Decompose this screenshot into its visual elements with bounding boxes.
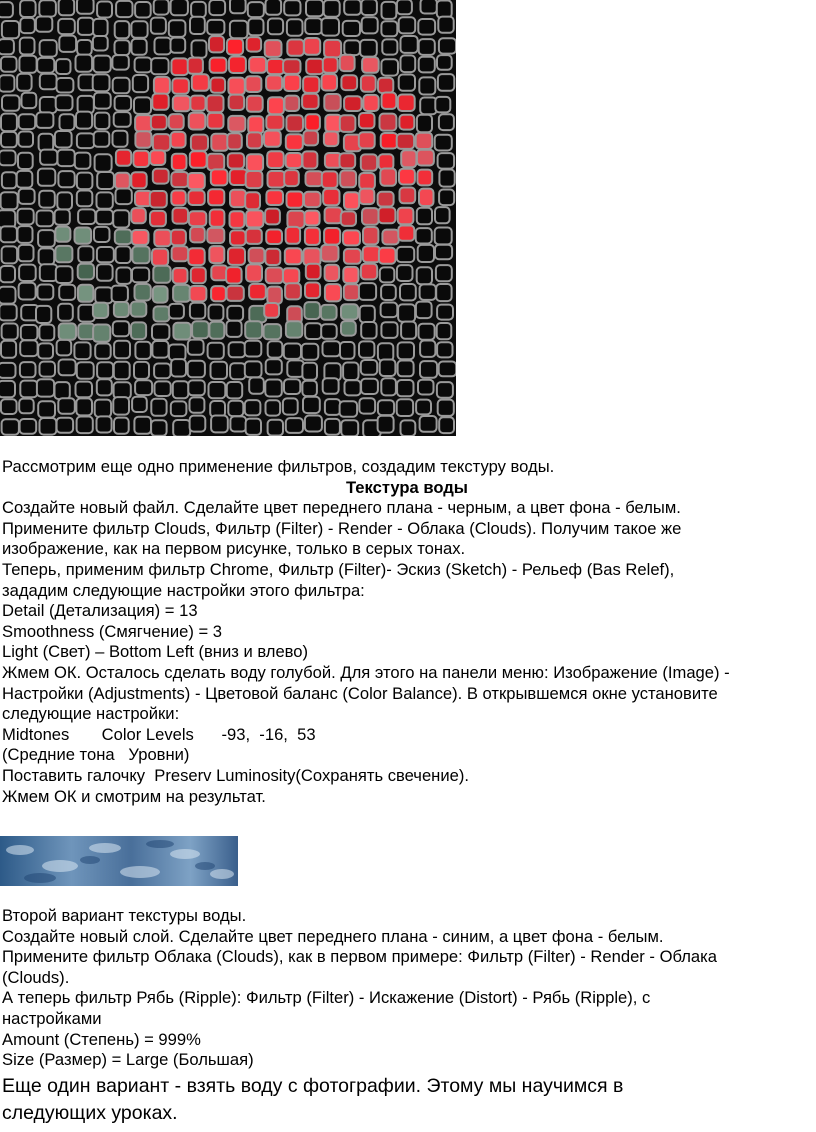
intro-paragraph	[2, 457, 812, 807]
body-line: зададим следующие настройки этого фильтра:	[2, 580, 365, 600]
body-line: (Clouds).	[2, 967, 70, 987]
water-texture-image	[0, 836, 238, 886]
body-line: Поставить галочку Preserv Luminosity(Сохранять свечение).	[2, 765, 469, 785]
final-line: следующих уроках.	[2, 1102, 178, 1124]
final-line: Еще один вариант - взять воду с фотографии. Этому мы научимся в	[2, 1075, 624, 1097]
final-note	[2, 1073, 812, 1127]
body-line: Настройки (Adjustments) - Цветовой баланс (Color Balance). В открывшемся окне установите	[2, 683, 718, 703]
body-line: Size (Размер) = Large (Большая)	[2, 1050, 254, 1070]
body-line: изображение, как на первом рисунке, только в серых тонах.	[2, 539, 466, 559]
body-line: А теперь фильтр Рябь (Ripple): Фильтр (Filter) - Искажение (Distort) - Рябь (Ripple), с	[2, 988, 651, 1008]
body-line: Amount (Степень) = 999%	[2, 1029, 201, 1049]
body-line: Примените фильтр Облака (Clouds), как в первом примере: Фильтр (Filter) - Render - Облака	[2, 947, 717, 967]
body-line: Жмем ОК и смотрим на результат.	[2, 786, 266, 806]
rose-mosaic-image	[0, 0, 456, 436]
body-line: Жмем ОК. Осталось сделать воду голубой. Для этого на панели меню: Изображение (Image) -	[2, 662, 730, 682]
body-line: Detail (Детализация) = 13	[2, 601, 198, 621]
second-variant	[2, 906, 812, 1071]
body-line: Light (Свет) – Bottom Left (вниз и влево)	[2, 642, 309, 662]
body-line: Теперь, применим фильтр Chrome, Фильтр (Filter)- Эскиз (Sketch) - Рельеф (Bas Relef),	[2, 559, 675, 579]
body-line: Midtones Color Levels -93, -16, 53	[2, 724, 316, 744]
body-line: настройками	[2, 1008, 102, 1028]
body-line: Второй вариант текстуры воды.	[2, 906, 247, 925]
body-line: Примените фильтр Clouds, Фильтр (Filter) - Render - Облака (Clouds). Получим такое же	[2, 518, 682, 538]
body-line: Создайте новый слой. Сделайте цвет переднего плана - синим, а цвет фона - белым.	[2, 926, 664, 946]
intro-text: Рассмотрим еще одно применение фильтров, создадим текстуру воды.	[2, 457, 555, 476]
body-line: Smoothness (Смягчение) = 3	[2, 621, 223, 641]
section-heading: Текстура воды	[346, 477, 468, 497]
body-line: следующие настройки:	[2, 704, 180, 724]
body-line: Создайте новый файл. Сделайте цвет переднего плана - черным, а цвет фона - белым.	[2, 498, 681, 518]
body-line: (Средние тона Уровни)	[2, 745, 190, 765]
